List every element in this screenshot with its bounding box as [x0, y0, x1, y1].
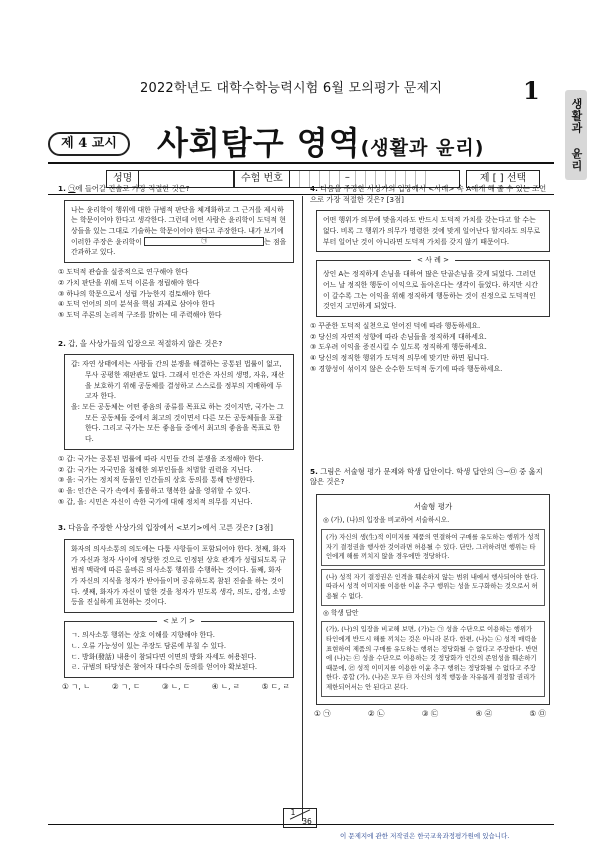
page-number: 1: [523, 76, 540, 105]
question-3-stem: 다음을 주장한 사상가의 입장에서 <보기>에서 고른 것은? [3점]: [68, 523, 273, 533]
current-page: 1: [290, 808, 296, 817]
question-2-choices: [58, 454, 294, 508]
subject-subname: (생활과 윤리): [360, 137, 485, 159]
left-column: [58, 182, 294, 693]
question-2-number: 2.: [58, 338, 66, 348]
choice[interactable]: ② ㄱ, ㄷ: [111, 681, 141, 691]
question-5-number: 5.: [310, 466, 318, 476]
case-text: 상인 A는 정직하게 손님을 대하여 많은 단골손님을 갖게 되었다. 그러던 어느 날 정직한 행동이 이익으로 돌아온다는 생각이 들었다. 하지만 시간이 갈수록 그는 이익을 위해 정직하게 행동하는 것이 진정으로 도덕적인 것인지 고민하게 되었다.: [323, 270, 538, 311]
choice[interactable]: ③ 하나의 학문으로서 성립 가능한지 검토해야 한다: [58, 289, 211, 298]
exam-number-label: 수험 번호: [235, 171, 290, 187]
q1-blank-ref: ㉠: [68, 184, 76, 193]
choice[interactable]: ① 꾸준한 도덕적 실천으로 얻어진 덕에 따라 행동하세요.: [310, 322, 481, 331]
question-3-choices: [58, 682, 294, 693]
copyright-notice: 이 문제지에 관한 저작권은 한국교육과정평가원에 있습니다.: [340, 832, 510, 840]
q1-answer-blank: ㉠: [144, 237, 264, 246]
choice[interactable]: ② ㉡: [367, 708, 385, 718]
period-badge: 제 4 교시: [48, 132, 130, 156]
question-4-passage: 어떤 행위가 의무에 맞을지라도 반드시 도덕적 가치를 갖는다고 할 수는 없다. 비록 그 행위가 의무가 명령한 것에 맞게 일어난다 할지라도 의무로부터 일어난 것이 아니라면 도덕적 가치를 갖지 않기 때문이다.: [316, 210, 550, 252]
choice[interactable]: ② 갑: 국가는 자국민을 침해한 외부인들을 처벌할 권력을 지닌다.: [58, 465, 253, 474]
exam-number-dash: –: [344, 172, 350, 183]
choice[interactable]: ④ 당신의 정직한 행위가 도덕적 의무에 맞기만 하면 됩니다.: [310, 354, 489, 363]
selection-label: 제 [ ] 선택: [479, 172, 527, 184]
choice[interactable]: ④ 도덕 언어의 의미 분석을 핵심 과제로 삼아야 한다: [58, 300, 215, 309]
choice[interactable]: ① ㉠: [314, 708, 331, 718]
choice[interactable]: ③ 도우려 이익을 증진시킬 수 있도록 정직하게 행동하세요.: [310, 343, 487, 352]
choice[interactable]: ① 갑: 국가는 공통된 법률에 따라 시민들 간의 분쟁을 조정해야 한다.: [58, 454, 264, 463]
choice[interactable]: ② 당신의 자연적 성향에 따라 손님들을 정직하게 대하세요.: [310, 332, 487, 341]
choice[interactable]: ⑤ 경향성이 섞이지 않은 순수한 도덕적 동기에 따라 행동하세요.: [310, 364, 503, 373]
exam-title: 2022학년도 대학수학능력시험 6월 모의평가 문제지: [140, 81, 443, 96]
question-4-stem: 다음을 주장한 사상가의 입장에서 <사례> 속 A에게 해 줄 수 있는 조언으로 가장 적절한 것은? [3점]: [310, 184, 547, 204]
question-1-passage: 나는 윤리학이 행위에 대한 규범적 판단을 체계화하고 그 근거를 제시하는 학문이어야 한다고 생각한다. 그런데 어떤 사람은 윤리학이 도덕적 현상들을 있는 그대로 기술하는 학문이어야 한다고 주장한다. 내가 보기에 이러한 주장은 윤리학이 ㉠ 는 점을 간과하고 있다.: [64, 200, 294, 264]
choice[interactable]: ⑤ ㄷ, ㄹ: [261, 681, 290, 691]
choice[interactable]: ③ ㄴ, ㄷ: [161, 681, 191, 691]
choice[interactable]: ⑤ 갑, 을: 시민은 자신이 속한 국가에 대해 정치적 의무를 지닌다.: [58, 497, 253, 506]
total-pages: 36: [302, 817, 312, 826]
subject-side-tab: 생활과 윤리: [565, 90, 587, 180]
choice[interactable]: ① ㄱ, ㄴ: [62, 681, 91, 691]
question-1: [58, 184, 294, 321]
question-5-stem: 그림은 서술형 평가 문제와 학생 답안이다. 학생 답안의 ㉠~㉤ 중 옳지 않은 것은?: [310, 466, 543, 487]
header-rule: [48, 162, 554, 164]
question-5-choices: [310, 709, 550, 720]
question-4-case: [316, 256, 550, 317]
subject-title: [157, 120, 484, 166]
subject-name: 사회탐구 영역: [157, 124, 361, 162]
name-label: 성명: [107, 171, 139, 187]
options-legend: < 보 기 >: [157, 616, 201, 627]
right-column: [310, 182, 550, 720]
option: ㄹ. 규범의 타당성은 참여자 대다수의 동의를 얻어야 확보된다.: [71, 663, 258, 672]
student-answer-label: ◎ 학생 답안: [323, 608, 359, 617]
question-3-passage: 화자의 의사소통의 의도에는 다툼 사항들이 포함되어야 한다. 첫째, 화자가 자신과 청자 사이에 정당한 것으로 인정된 상호 관계가 성립되도록 규범적 맥락에 따른 올바른 의사소통 행위를 수행하는 것이다. 둘째, 화자가 자신의 지식을 청자가 받아들이며 공유하도록 참된 진술을 하는 것이다. 셋째, 화자가 자신이 말한 것을 청자가 믿도록 생각, 의도, 감정, 소망 등을 진실하게 표현하는 것이다.: [64, 539, 294, 613]
option: ㄱ. 의사소통 행위는 상호 이해를 지향해야 한다.: [71, 631, 215, 640]
essay-card-ga: (가) 자신의 생(生)적 이미지를 제품의 연결하여 구매를 유도하는 행위가 성적 자기 결정권을 행사한 것이라면 허용될 수 있다. 단만, 그러하려면 행위는 타인에게 해를 끼치지 않을 경우에만 정당하다.: [321, 529, 545, 566]
question-1-number: 1.: [58, 184, 66, 193]
page-indicator: [283, 808, 317, 832]
question-3-number: 3.: [58, 523, 66, 533]
q2-passage-b: 을: 모든 공동체는 어떤 좋음의 종류를 목표로 하는 것이지만, 국가는 그 모든 공동체들 중에서 최고의 것이면서 다른 모든 공동체들을 포괄한다. 그리고 국가는 모든 좋음들 중에서 최고의 좋음을 목표로 한다.: [71, 403, 284, 444]
essay-card-question: ◎ (가), (나)의 입장을 비교하여 서술하시오.: [323, 516, 450, 524]
student-answer: (가), (나)의 입장을 비교해 보면, (가)는 ㉠ 성을 수단으로 이용하는 행위가 타인에게 반드시 해를 끼치는 것은 아니라 본다. 한편, (나)는 ㉡ 성적 매력을 표현하여 제품의 구매를 유도하는 행위는 정당화될 수 없다고 주장한다. 반면에 (나)는 ㉢ 성을 수단으로 이용하는 것 정당화가 인간의 존엄성을 훼손하기 때문에, ㉣ 성적 이미지를 이용한 이윤 추구 행위는 정당화될 수 없다고 주장한다. 종합 (가), (나)은 모두 ㉤ 자신의 성적 행동을 자유롭게 결정할 권리가 제한되어서는 안 된다고 본다.: [321, 621, 545, 696]
question-1-stem: 에 들어갈 진술로 가장 적절한 것은?: [75, 184, 190, 193]
choice[interactable]: ④ 을: 인간은 국가 속에서 훌륭하고 행복한 삶을 영위할 수 있다.: [58, 486, 251, 495]
question-5: [310, 467, 550, 720]
question-2-passage: [64, 354, 294, 450]
q2-passage-a: 갑: 자연 상태에서는 사람들 간의 분쟁을 해결하는 공통된 법률이 없고, 무사 공평한 재판관도 없다. 그래서 인간은 자신의 생명, 자유, 재산을 보호하기 위해 공동체를 결성하고 스스로를 정부의 지배하에 두고자 한다.: [71, 360, 285, 401]
essay-card: [316, 494, 550, 705]
question-3: [58, 523, 294, 692]
choice[interactable]: ⑤ ㉤: [529, 708, 546, 718]
choice[interactable]: ④ ㄴ, ㄹ: [211, 681, 241, 691]
question-2: [58, 339, 294, 508]
question-2-stem: 갑, 을 사상가들의 입장으로 적절하지 않은 것은?: [68, 338, 223, 348]
question-4: [310, 184, 550, 375]
question-4-number: 4.: [310, 184, 318, 193]
option: ㄷ. 방화(發話) 내용이 참되다면 이면의 방화 자세도 허용된다.: [71, 652, 257, 661]
choice[interactable]: ④ ㉣: [475, 708, 493, 718]
essay-card-title: 서술형 평가: [413, 501, 453, 511]
essay-card-na: (나) 성적 자기 결정권은 인격을 훼손하지 않는 범위 내에서 행사되어야 한다. 따라서 성적 이미지를 이용한 이윤 추구 행위는 성을 도구화하는 것으로서 허용될 수 없다.: [321, 569, 545, 606]
choice[interactable]: ⑤ 도덕 주론의 논리적 구조를 밝히는 데 주력해야 한다: [58, 310, 222, 319]
case-legend: < 사 례 >: [411, 255, 455, 266]
question-1-choices: [58, 267, 294, 321]
choice[interactable]: ① 도덕적 관습을 실증적으로 연구해야 한다: [58, 268, 189, 277]
option: ㄴ. 오류 가능성이 있는 주장도 담론에 부칠 수 있다.: [71, 641, 227, 650]
question-4-choices: [310, 321, 550, 375]
question-3-options: [64, 617, 294, 678]
choice[interactable]: ③ 을: 국가는 정치적 동물인 인간들의 상호 동의를 통해 탄생한다.: [58, 476, 255, 485]
choice[interactable]: ② 가치 판단을 위해 도덕 이론을 정립해야 한다: [58, 278, 200, 287]
column-divider: [302, 196, 303, 821]
choice[interactable]: ③ ㉢: [421, 708, 439, 718]
